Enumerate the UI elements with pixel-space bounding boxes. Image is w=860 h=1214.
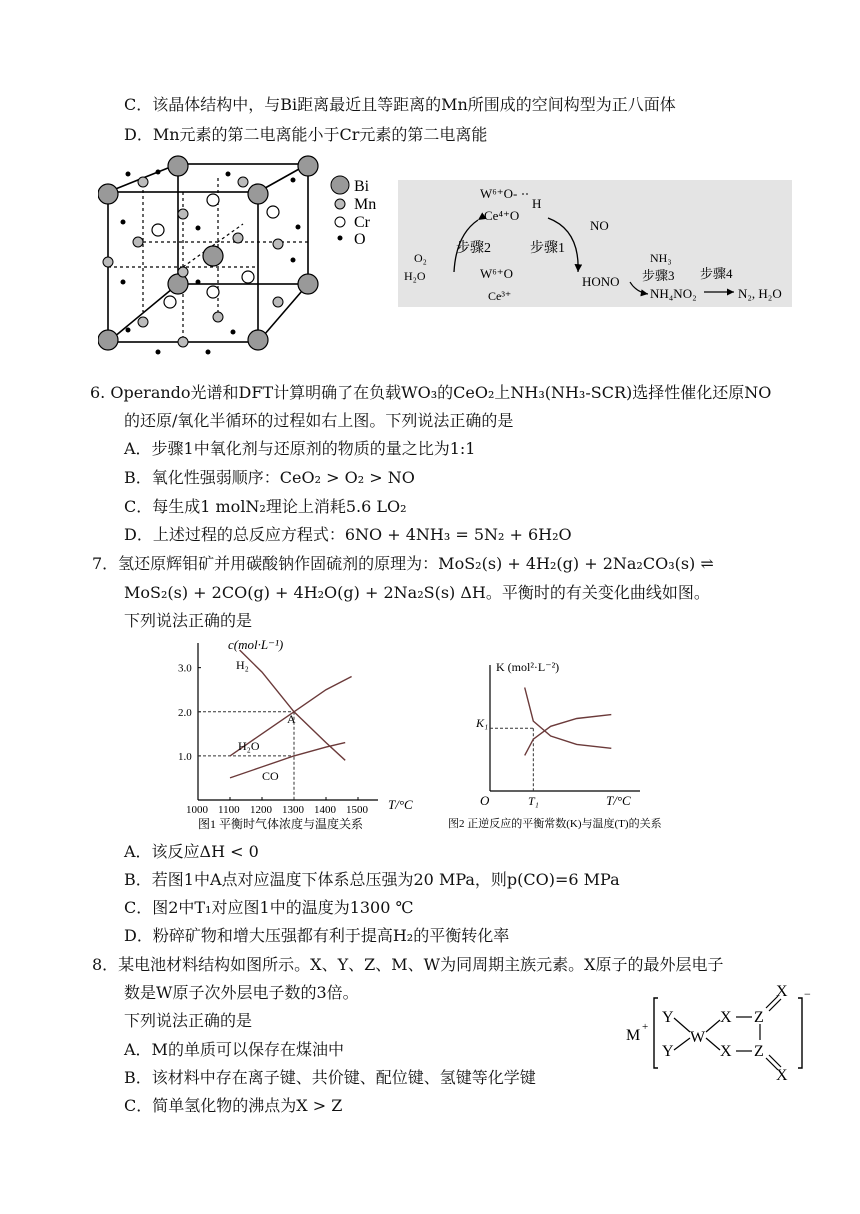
fig1-ytick-label: 2.0: [178, 706, 192, 719]
fig1-point-a: A: [287, 712, 296, 726]
fig2-k1: K₁: [476, 716, 489, 730]
q7-stem-1: 7．氢还原辉钼矿并用碳酸钠作固硫剂的原理为：MoS₂(s) + 4H₂(g) + 2Na₂CO₃(s) ⇌: [92, 554, 714, 573]
fig1-label-h2o: H₂O: [238, 739, 260, 753]
structure-x-top: X: [720, 1009, 732, 1026]
q7-option-d: D．粉碎矿物和增大压强都有利于提高H₂的平衡转化率: [124, 926, 510, 945]
fig1-xtick-label: 1400: [314, 804, 336, 816]
fig1-ytick-label: 1.0: [178, 750, 192, 763]
figure-1-chart: [170, 635, 440, 833]
fig1-xtick-label: 1200: [250, 804, 272, 816]
cycle-ce3: Ce³⁺: [488, 289, 512, 303]
fig1-xtick-label: 1100: [218, 804, 240, 816]
q6-option-b: B．氧化性强弱顺序：CeO₂ > O₂ > NO: [124, 468, 415, 487]
cycle-step2: 步骤2: [456, 241, 491, 256]
catalytic-cycle-figure: [398, 180, 792, 307]
fig1-plot-area: [178, 643, 378, 816]
fig1-ylabel: c(mol·L⁻¹): [228, 637, 284, 652]
cycle-products: N₂, H₂O: [738, 286, 782, 301]
q6-option-c: C．每生成1 molN₂理论上消耗5.6 LO₂: [124, 497, 407, 516]
fig2-caption: 图2 正逆反应的平衡常数(K)与温度(T)的关系: [448, 818, 662, 830]
structure-y-bottom: Y: [662, 1043, 674, 1060]
legend-o: O: [354, 231, 366, 248]
q8-option-c: C．简单氢化物的沸点为X > Z: [124, 1096, 343, 1115]
q7-stem-2: MoS₂(s) + 2CO(g) + 4H₂O(g) + 2Na₂S(s) ΔH。平衡时的有关变化曲线如图。: [124, 583, 710, 602]
legend-bi: Bi: [354, 178, 370, 195]
fig2-xlabel: T/°C: [606, 793, 631, 808]
q8-option-a: A．M的单质可以保存在煤油中: [124, 1040, 344, 1059]
fig2-curve-rising: [525, 715, 612, 756]
cycle-top: W⁶⁺O-: [480, 186, 518, 201]
q8-stem-3: 下列说法正确的是: [124, 1011, 253, 1030]
structure-x-end-top: X: [776, 983, 788, 1000]
q7-option-c: C．图2中T₁对应图1中的温度为1300 ℃: [124, 898, 414, 917]
q6-stem-2: 的还原/氧化半循环的过程如右上图。下列说法正确的是: [124, 411, 514, 430]
q7-stem-3: 下列说法正确的是: [124, 611, 253, 630]
fig1-caption: 图1 平衡时气体浓度与温度关系: [198, 817, 364, 831]
cycle-no: NO: [590, 218, 609, 233]
fig2-ylabel: K (mol²·L⁻²): [496, 660, 560, 674]
structure-x-end-bottom: X: [776, 1067, 788, 1084]
q7-option-b: B．若图1中A点对应温度下体系总压强为20 MPa，则p(CO)=6 MPa: [124, 870, 620, 889]
structure-minus: −: [804, 987, 811, 1001]
fig1-xtick-label: 1500: [346, 804, 368, 816]
cycle-step1: 步骤1: [530, 241, 565, 256]
cycle-step3: 步骤3: [642, 268, 675, 283]
fig2-curve-falling: [525, 688, 612, 749]
q6-option-d: D．上述过程的总反应方程式：6NO + 4NH₃ = 5N₂ + 6H₂O: [124, 525, 572, 544]
fig1-xtick-label: 1300: [282, 804, 304, 816]
cycle-step4: 步骤4: [700, 266, 733, 281]
structure-z-top: Z: [754, 1009, 764, 1026]
q8-stem-2: 数是W原子次外层电子数的3倍。: [124, 983, 359, 1002]
cycle-h2o: H₂O: [404, 269, 426, 283]
legend-cr: Cr: [354, 214, 370, 231]
crystal-structure-figure: [98, 152, 388, 362]
q8-stem-1: 8．某电池材料结构如图所示。X、Y、Z、M、W为同周期主族元素。X原子的最外层电子: [92, 955, 724, 974]
cycle-o2: O₂: [414, 251, 427, 265]
cycle-ce4: Ce⁴⁺O: [484, 208, 520, 223]
structure-plus: +: [642, 1021, 649, 1033]
legend-mn: Mn: [354, 196, 377, 213]
cycle-nh4no2: NH₄NO₂: [650, 286, 697, 301]
figure-2-chart: [446, 655, 736, 835]
fig2-origin: O: [480, 793, 490, 808]
structure-w: W: [690, 1029, 706, 1046]
fig2-plot-area: [490, 665, 640, 791]
structure-z-bottom: Z: [754, 1043, 764, 1060]
q7-option-a: A．该反应ΔH < 0: [124, 842, 259, 861]
fig1-label-h2: H₂: [236, 658, 249, 672]
structure-x-bottom: X: [720, 1043, 732, 1060]
cycle-h: H: [532, 196, 542, 211]
cycle-hono: HONO: [582, 274, 620, 289]
fig1-ytick-label: 3.0: [178, 662, 192, 675]
q6-stem-1: 6. Operando光谱和DFT计算明确了在负载WO₃的CeO₂上NH₃(NH₃-SCR)选择性催化还原NO: [90, 383, 772, 402]
cycle-nh3: NH₃: [650, 251, 672, 265]
structure-m: M: [626, 1027, 641, 1044]
fig1-xlabel: T/°C: [388, 797, 413, 812]
fig2-t1: T₁: [528, 794, 539, 808]
cycle-w6o: W⁶⁺O: [480, 266, 514, 281]
q5-option-d: D．Mn元素的第二电离能小于Cr元素的第二电离能: [124, 125, 488, 144]
structure-y-top: Y: [662, 1009, 674, 1026]
q6-option-a: A．步骤1中氧化剂与还原剂的物质的量之比为1:1: [124, 439, 476, 458]
fig1-xtick-label: 1000: [186, 804, 208, 816]
q8-option-b: B．该材料中存在离子键、共价键、配位键、氢键等化学键: [124, 1068, 536, 1087]
q5-option-c: C．该晶体结构中，与Bi距离最近且等距离的Mn所围成的空间构型为正八面体: [124, 95, 676, 114]
ionic-structure-figure: [624, 980, 824, 1084]
fig1-label-co: CO: [262, 769, 279, 783]
